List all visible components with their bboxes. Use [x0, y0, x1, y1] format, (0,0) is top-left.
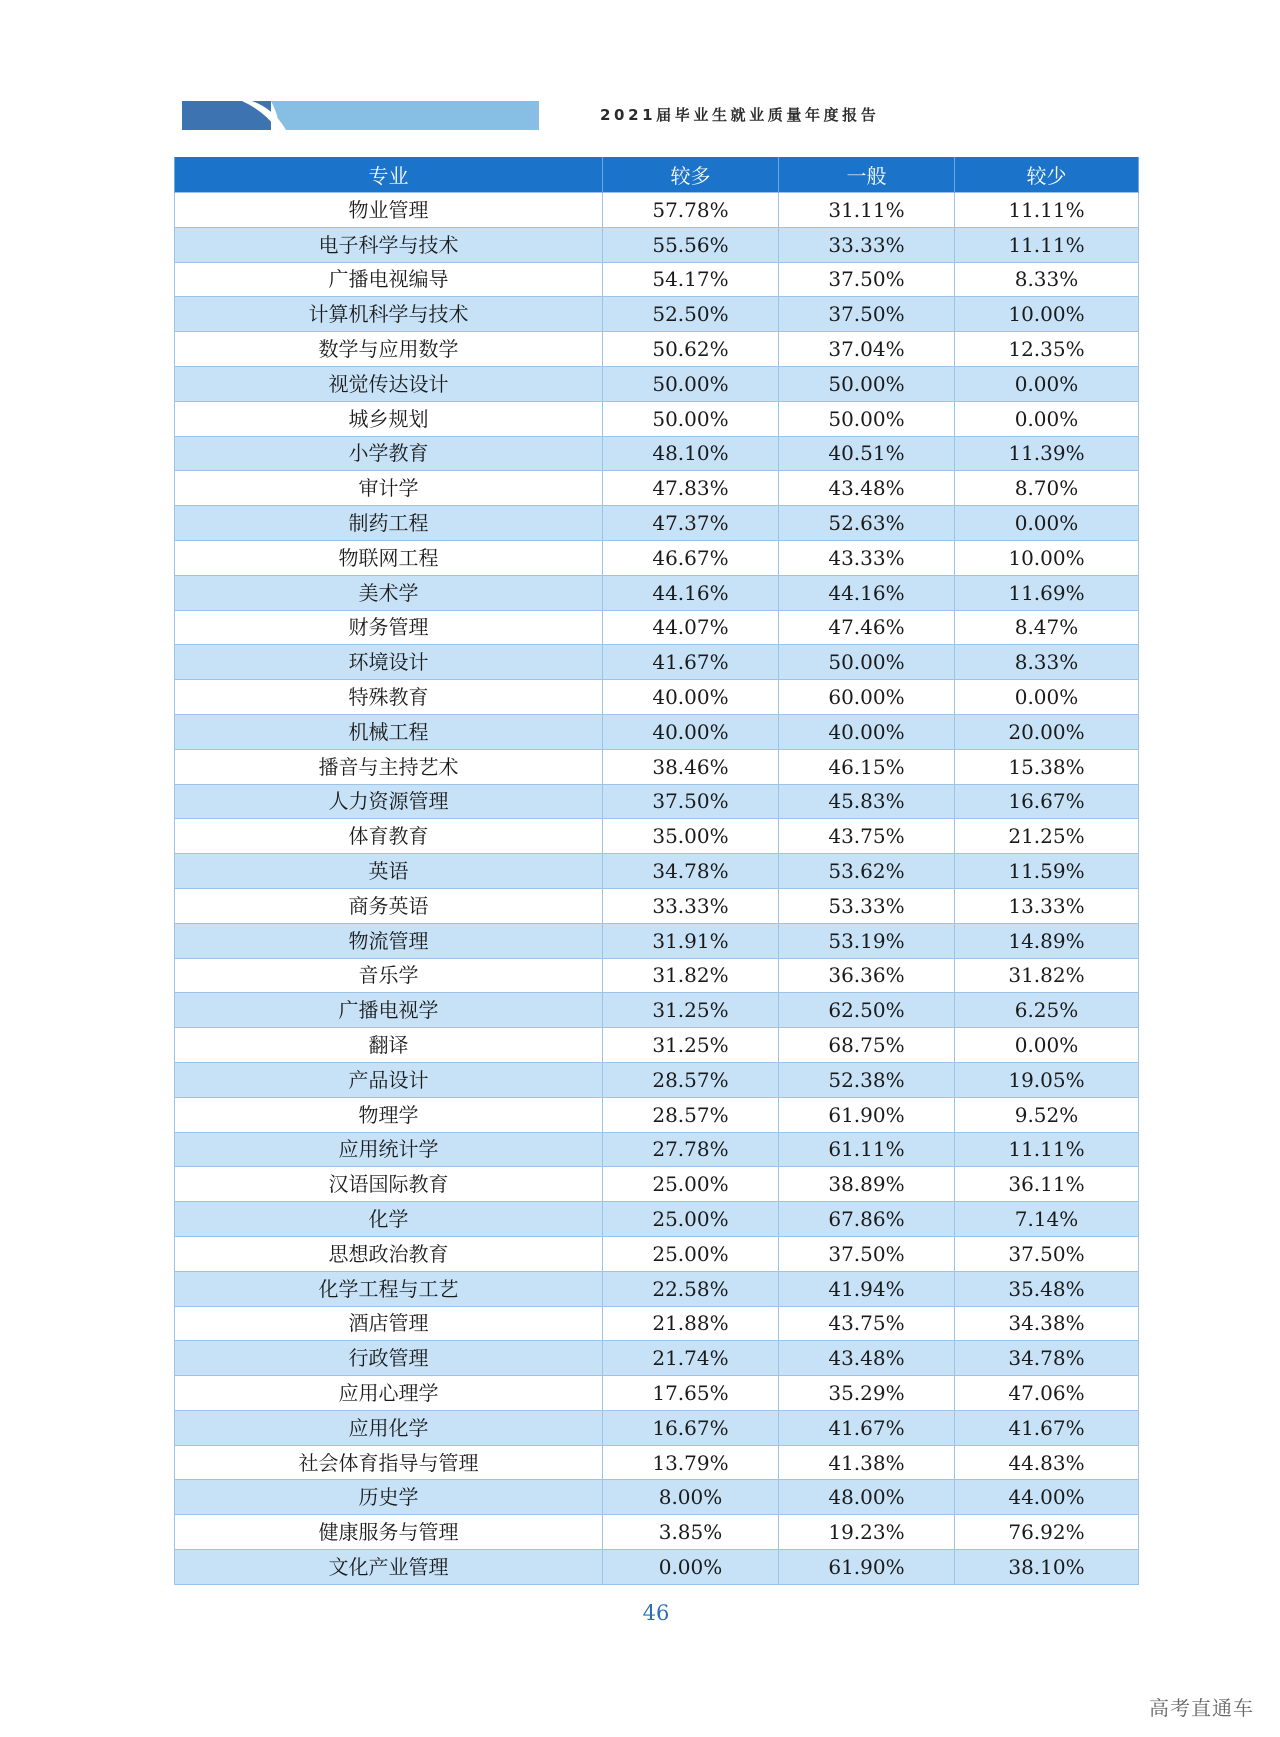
table-row — [175, 575, 1139, 610]
cell-average: 61.90% — [779, 1097, 955, 1132]
cell-more: 8.00% — [603, 1480, 779, 1515]
cell-average: 50.00% — [779, 401, 955, 436]
table-row — [175, 297, 1139, 332]
cell-less: 16.67% — [955, 784, 1139, 819]
cell-more: 37.50% — [603, 784, 779, 819]
column-header-average: 一般 — [779, 157, 955, 193]
cell-average: 44.16% — [779, 575, 955, 610]
cell-more: 41.67% — [603, 645, 779, 680]
table-row — [175, 854, 1139, 889]
table-row — [175, 749, 1139, 784]
cell-average: 43.48% — [779, 471, 955, 506]
cell-more: 54.17% — [603, 262, 779, 297]
cell-less: 11.69% — [955, 575, 1139, 610]
cell-less: 34.38% — [955, 1306, 1139, 1341]
cell-less: 44.83% — [955, 1445, 1139, 1480]
cell-more: 57.78% — [603, 193, 779, 228]
cell-major: 制药工程 — [175, 506, 603, 541]
cell-more: 52.50% — [603, 297, 779, 332]
cell-major: 物理学 — [175, 1097, 603, 1132]
cell-major: 翻译 — [175, 1028, 603, 1063]
cell-major: 审计学 — [175, 471, 603, 506]
cell-more: 21.88% — [603, 1306, 779, 1341]
cell-major: 英语 — [175, 854, 603, 889]
table-row — [175, 1515, 1139, 1550]
cell-major: 体育教育 — [175, 819, 603, 854]
table-row — [175, 436, 1139, 471]
cell-less: 34.78% — [955, 1341, 1139, 1376]
cell-less: 10.00% — [955, 540, 1139, 575]
cell-average: 53.33% — [779, 888, 955, 923]
cell-major: 物联网工程 — [175, 540, 603, 575]
cell-major: 物业管理 — [175, 193, 603, 228]
table-row — [175, 193, 1139, 228]
cell-less: 76.92% — [955, 1515, 1139, 1550]
cell-less: 20.00% — [955, 714, 1139, 749]
report-logo-band — [182, 101, 539, 130]
cell-major: 应用化学 — [175, 1410, 603, 1445]
cell-average: 36.36% — [779, 958, 955, 993]
cell-average: 33.33% — [779, 227, 955, 262]
cell-major: 社会体育指导与管理 — [175, 1445, 603, 1480]
cell-more: 17.65% — [603, 1376, 779, 1411]
table-row — [175, 784, 1139, 819]
cell-average: 31.11% — [779, 193, 955, 228]
cell-average: 50.00% — [779, 366, 955, 401]
table-row — [175, 1445, 1139, 1480]
cell-average: 37.04% — [779, 332, 955, 367]
table-row — [175, 332, 1139, 367]
table-header-row — [175, 157, 1139, 193]
cell-more: 3.85% — [603, 1515, 779, 1550]
cell-average: 40.51% — [779, 436, 955, 471]
cell-major: 酒店管理 — [175, 1306, 603, 1341]
column-header-major: 专业 — [175, 157, 603, 193]
cell-average: 43.75% — [779, 1306, 955, 1341]
cell-average: 43.33% — [779, 540, 955, 575]
table-row — [175, 227, 1139, 262]
cell-more: 47.83% — [603, 471, 779, 506]
table-row — [175, 923, 1139, 958]
major-satisfaction-table — [174, 157, 1139, 1585]
cell-more: 25.00% — [603, 1167, 779, 1202]
cell-average: 46.15% — [779, 749, 955, 784]
table-row — [175, 610, 1139, 645]
cell-average: 45.83% — [779, 784, 955, 819]
cell-average: 53.19% — [779, 923, 955, 958]
cell-more: 34.78% — [603, 854, 779, 889]
cell-major: 化学工程与工艺 — [175, 1271, 603, 1306]
cell-major: 化学 — [175, 1202, 603, 1237]
cell-more: 31.25% — [603, 993, 779, 1028]
cell-more: 44.16% — [603, 575, 779, 610]
cell-less: 44.00% — [955, 1480, 1139, 1515]
source-watermark: 高考直通车 — [1149, 1696, 1254, 1720]
cell-major: 文化产业管理 — [175, 1550, 603, 1585]
cell-less: 11.11% — [955, 193, 1139, 228]
cell-more: 31.82% — [603, 958, 779, 993]
cell-major: 产品设计 — [175, 1062, 603, 1097]
cell-average: 37.50% — [779, 297, 955, 332]
cell-average: 61.11% — [779, 1132, 955, 1167]
cell-more: 16.67% — [603, 1410, 779, 1445]
table-row — [175, 1306, 1139, 1341]
cell-average: 35.29% — [779, 1376, 955, 1411]
cell-average: 38.89% — [779, 1167, 955, 1202]
cell-less: 31.82% — [955, 958, 1139, 993]
cell-more: 25.00% — [603, 1236, 779, 1271]
cell-less: 21.25% — [955, 819, 1139, 854]
cell-more: 25.00% — [603, 1202, 779, 1237]
table-row — [175, 714, 1139, 749]
cell-more: 27.78% — [603, 1132, 779, 1167]
cell-average: 47.46% — [779, 610, 955, 645]
table-row — [175, 1202, 1139, 1237]
table-row — [175, 262, 1139, 297]
cell-major: 行政管理 — [175, 1341, 603, 1376]
cell-major: 音乐学 — [175, 958, 603, 993]
cell-major: 特殊教育 — [175, 680, 603, 715]
cell-major: 环境设计 — [175, 645, 603, 680]
table-row — [175, 1550, 1139, 1585]
cell-average: 41.67% — [779, 1410, 955, 1445]
cell-less: 11.39% — [955, 436, 1139, 471]
cell-major: 城乡规划 — [175, 401, 603, 436]
cell-more: 31.91% — [603, 923, 779, 958]
cell-major: 应用统计学 — [175, 1132, 603, 1167]
cell-major: 商务英语 — [175, 888, 603, 923]
cell-major: 健康服务与管理 — [175, 1515, 603, 1550]
cell-less: 8.47% — [955, 610, 1139, 645]
cell-less: 13.33% — [955, 888, 1139, 923]
cell-less: 41.67% — [955, 1410, 1139, 1445]
page-number: 46 — [642, 1601, 670, 1625]
cell-less: 12.35% — [955, 332, 1139, 367]
report-title: 2021届毕业生就业质量年度报告 — [600, 106, 880, 124]
cell-more: 55.56% — [603, 227, 779, 262]
cell-more: 46.67% — [603, 540, 779, 575]
table-row — [175, 1132, 1139, 1167]
cell-less: 0.00% — [955, 366, 1139, 401]
cell-more: 50.00% — [603, 401, 779, 436]
cell-major: 计算机科学与技术 — [175, 297, 603, 332]
cell-less: 10.00% — [955, 297, 1139, 332]
table-row — [175, 1167, 1139, 1202]
cell-more: 31.25% — [603, 1028, 779, 1063]
table-row — [175, 1410, 1139, 1445]
cell-more: 44.07% — [603, 610, 779, 645]
cell-average: 52.63% — [779, 506, 955, 541]
table-row — [175, 819, 1139, 854]
cell-average: 67.86% — [779, 1202, 955, 1237]
table-row — [175, 1236, 1139, 1271]
table-row — [175, 540, 1139, 575]
cell-more: 22.58% — [603, 1271, 779, 1306]
cell-major: 财务管理 — [175, 610, 603, 645]
table-row — [175, 993, 1139, 1028]
cell-less: 7.14% — [955, 1202, 1139, 1237]
table-row — [175, 366, 1139, 401]
cell-major: 物流管理 — [175, 923, 603, 958]
cell-average: 60.00% — [779, 680, 955, 715]
cell-less: 15.38% — [955, 749, 1139, 784]
table-row — [175, 888, 1139, 923]
table-row — [175, 471, 1139, 506]
cell-major: 视觉传达设计 — [175, 366, 603, 401]
cell-more: 48.10% — [603, 436, 779, 471]
cell-less: 14.89% — [955, 923, 1139, 958]
cell-less: 11.11% — [955, 227, 1139, 262]
cell-average: 50.00% — [779, 645, 955, 680]
cell-major: 思想政治教育 — [175, 1236, 603, 1271]
cell-more: 47.37% — [603, 506, 779, 541]
cell-more: 21.74% — [603, 1341, 779, 1376]
table-row — [175, 958, 1139, 993]
table-body — [175, 193, 1139, 1585]
cell-less: 8.33% — [955, 645, 1139, 680]
cell-average: 43.48% — [779, 1341, 955, 1376]
cell-less: 8.70% — [955, 471, 1139, 506]
cell-major: 汉语国际教育 — [175, 1167, 603, 1202]
table-row — [175, 1480, 1139, 1515]
cell-more: 28.57% — [603, 1097, 779, 1132]
table-row — [175, 1341, 1139, 1376]
cell-more: 13.79% — [603, 1445, 779, 1480]
cell-average: 52.38% — [779, 1062, 955, 1097]
cell-average: 37.50% — [779, 262, 955, 297]
cell-less: 6.25% — [955, 993, 1139, 1028]
cell-less: 8.33% — [955, 262, 1139, 297]
cell-average: 61.90% — [779, 1550, 955, 1585]
table-row — [175, 1097, 1139, 1132]
cell-major: 小学教育 — [175, 436, 603, 471]
cell-average: 48.00% — [779, 1480, 955, 1515]
cell-more: 0.00% — [603, 1550, 779, 1585]
table-row — [175, 506, 1139, 541]
cell-more: 50.00% — [603, 366, 779, 401]
cell-less: 19.05% — [955, 1062, 1139, 1097]
cell-major: 美术学 — [175, 575, 603, 610]
cell-less: 0.00% — [955, 506, 1139, 541]
column-header-less: 较少 — [955, 157, 1139, 193]
cell-less: 36.11% — [955, 1167, 1139, 1202]
cell-average: 53.62% — [779, 854, 955, 889]
cell-major: 数学与应用数学 — [175, 332, 603, 367]
cell-average: 37.50% — [779, 1236, 955, 1271]
cell-less: 37.50% — [955, 1236, 1139, 1271]
cell-more: 50.62% — [603, 332, 779, 367]
cell-less: 35.48% — [955, 1271, 1139, 1306]
cell-more: 38.46% — [603, 749, 779, 784]
cell-average: 41.94% — [779, 1271, 955, 1306]
cell-major: 历史学 — [175, 1480, 603, 1515]
cell-major: 机械工程 — [175, 714, 603, 749]
table-row — [175, 645, 1139, 680]
cell-more: 33.33% — [603, 888, 779, 923]
cell-less: 0.00% — [955, 401, 1139, 436]
cell-less: 47.06% — [955, 1376, 1139, 1411]
cell-major: 播音与主持艺术 — [175, 749, 603, 784]
cell-major: 应用心理学 — [175, 1376, 603, 1411]
cell-average: 68.75% — [779, 1028, 955, 1063]
table-row — [175, 1376, 1139, 1411]
cell-average: 43.75% — [779, 819, 955, 854]
cell-less: 0.00% — [955, 1028, 1139, 1063]
cell-more: 28.57% — [603, 1062, 779, 1097]
cell-average: 19.23% — [779, 1515, 955, 1550]
column-header-more: 较多 — [603, 157, 779, 193]
table-row — [175, 680, 1139, 715]
table-row — [175, 1271, 1139, 1306]
cell-more: 40.00% — [603, 714, 779, 749]
cell-average: 62.50% — [779, 993, 955, 1028]
cell-less: 11.11% — [955, 1132, 1139, 1167]
table-row — [175, 1062, 1139, 1097]
cell-major: 电子科学与技术 — [175, 227, 603, 262]
cell-major: 广播电视编导 — [175, 262, 603, 297]
cell-more: 40.00% — [603, 680, 779, 715]
cell-less: 0.00% — [955, 680, 1139, 715]
cell-less: 38.10% — [955, 1550, 1139, 1585]
cell-average: 41.38% — [779, 1445, 955, 1480]
cell-major: 广播电视学 — [175, 993, 603, 1028]
table-row — [175, 401, 1139, 436]
cell-major: 人力资源管理 — [175, 784, 603, 819]
cell-more: 35.00% — [603, 819, 779, 854]
cell-less: 9.52% — [955, 1097, 1139, 1132]
cell-less: 11.59% — [955, 854, 1139, 889]
cell-average: 40.00% — [779, 714, 955, 749]
table-row — [175, 1028, 1139, 1063]
